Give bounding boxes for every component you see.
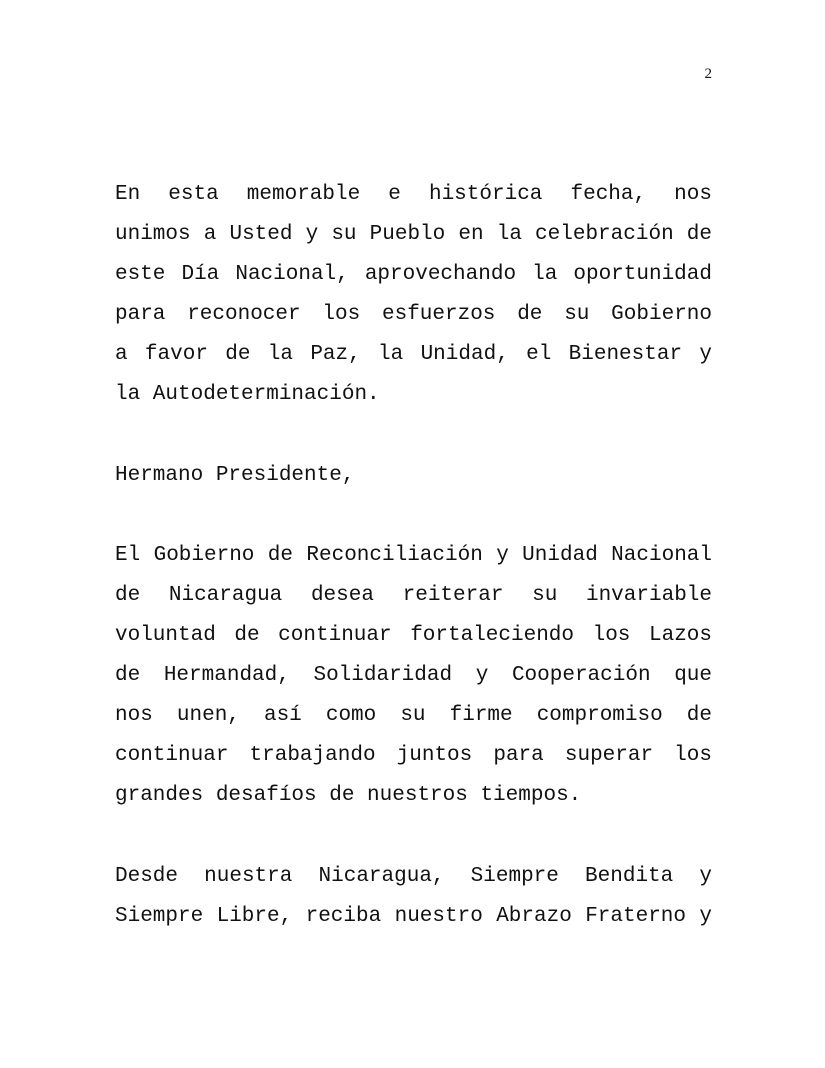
text-line: Hermano Presidente, (115, 463, 355, 487)
text-line: grandes desafíos de nuestros tiempos. (115, 784, 582, 808)
text-line: continuar trabajando juntos para superar los (115, 744, 712, 768)
text-line: Siempre Libre, reciba nuestro Abrazo Fraterno y (115, 904, 712, 928)
paragraph-commitment (115, 536, 712, 817)
text-line: este Día Nacional, aprovechando la oportunidad (115, 263, 712, 287)
text-line: la Autodeterminación. (115, 383, 380, 407)
text-line: voluntad de continuar fortaleciendo los Lazos (115, 624, 712, 648)
text-line: unimos a Usted y su Pueblo en la celebración de (115, 223, 712, 247)
text-line: En esta memorable e histórica fecha, nos (115, 183, 712, 206)
text-line: de Hermandad, Solidaridad y Cooperación que (115, 664, 712, 688)
text-line: para reconocer los esfuerzos de su Gobierno (115, 303, 712, 327)
letter-body (115, 175, 712, 977)
text-line: El Gobierno de Reconciliación y Unidad Nacional (115, 543, 712, 567)
paragraph-closing (115, 857, 712, 937)
text-line: nos unen, así como su firme compromiso de (115, 704, 712, 728)
text-line: Desde nuestra Nicaragua, Siempre Bendita y (115, 864, 712, 888)
text-line: a favor de la Paz, la Unidad, el Bienestar y (115, 343, 712, 367)
paragraph-greeting (115, 175, 712, 416)
page-number: 2 (704, 66, 712, 82)
text-line: de Nicaragua desea reiterar su invariable (115, 583, 712, 607)
paragraph-salutation (115, 456, 712, 496)
